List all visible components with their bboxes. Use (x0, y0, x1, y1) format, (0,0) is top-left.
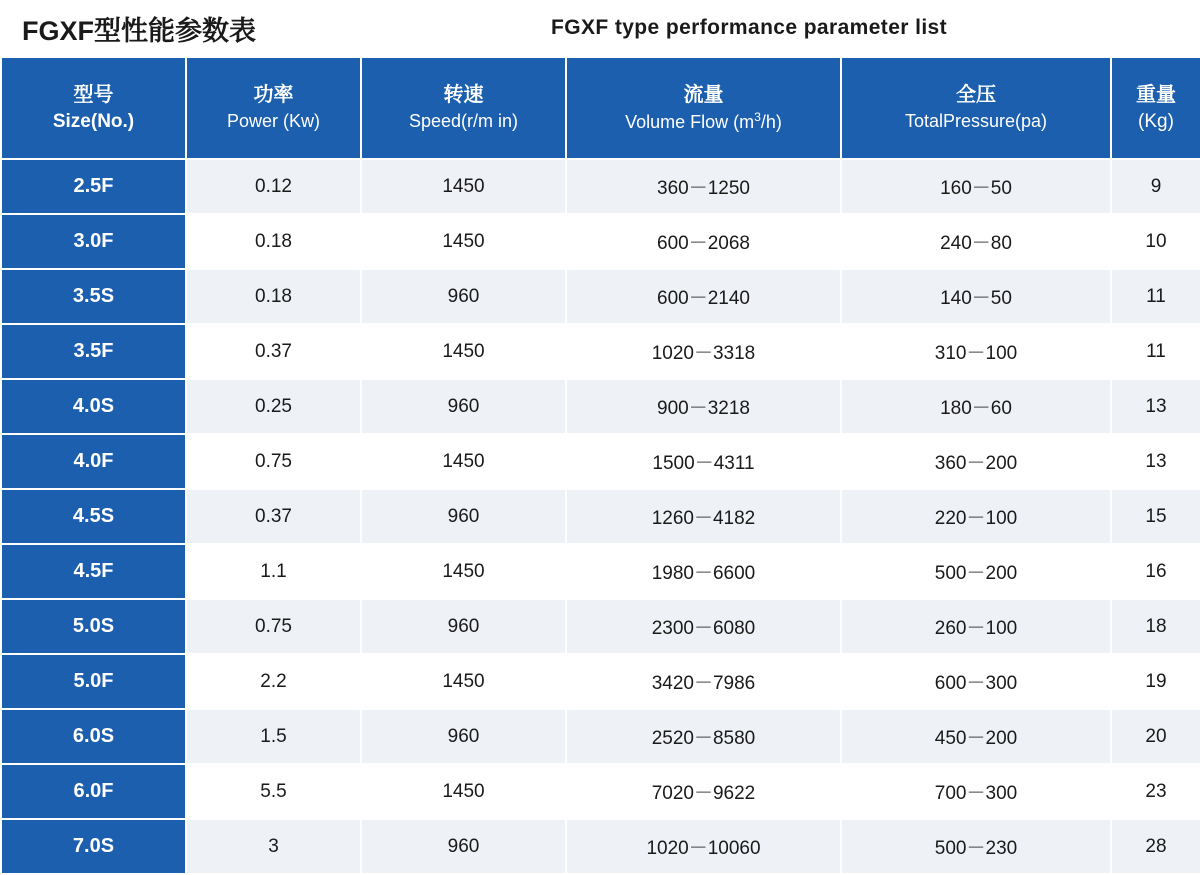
cell-model: 6.0S (1, 709, 186, 764)
cell-speed: 1450 (361, 214, 566, 269)
cell-volume-flow: 2520－8580 (566, 709, 841, 764)
column-header-size-en: Size(No.) (52, 110, 135, 132)
cell-model: 3.0F (1, 214, 186, 269)
cell-power: 1.5 (186, 709, 361, 764)
cell-weight: 16 (1111, 544, 1200, 599)
cell-power: 0.18 (186, 214, 361, 269)
cell-power: 0.37 (186, 489, 361, 544)
cell-total-pressure: 700－300 (841, 764, 1111, 819)
cell-speed: 1450 (361, 544, 566, 599)
cell-weight: 28 (1111, 819, 1200, 874)
table-row (1, 764, 1200, 819)
cell-model: 4.5S (1, 489, 186, 544)
cell-power: 0.75 (186, 434, 361, 489)
cell-model: 3.5S (1, 269, 186, 324)
table-row (1, 654, 1200, 709)
cell-model: 4.0S (1, 379, 186, 434)
cell-power: 1.1 (186, 544, 361, 599)
volume-flow-unit-exponent: 3 (754, 109, 761, 124)
table-row (1, 489, 1200, 544)
cell-volume-flow: 900－3218 (566, 379, 841, 434)
cell-volume-flow: 1500－4311 (566, 434, 841, 489)
table-row (1, 269, 1200, 324)
column-header-volume-flow-en (571, 109, 836, 134)
cell-total-pressure: 180－60 (841, 379, 1111, 434)
column-header-volume-flow (566, 57, 841, 159)
cell-total-pressure: 310－100 (841, 324, 1111, 379)
cell-speed: 1450 (361, 764, 566, 819)
column-header-size-cn: 型号 (73, 83, 114, 106)
cell-weight: 11 (1111, 324, 1200, 379)
cell-model: 7.0S (1, 819, 186, 874)
cell-volume-flow: 2300－6080 (566, 599, 841, 654)
cell-total-pressure: 160－50 (841, 159, 1111, 214)
column-header-total-pressure-en: TotalPressure(pa) (904, 111, 1048, 132)
cell-speed: 960 (361, 379, 566, 434)
cell-total-pressure: 260－100 (841, 599, 1111, 654)
cell-volume-flow: 7020－9622 (566, 764, 841, 819)
table-row (1, 709, 1200, 764)
cell-power: 5.5 (186, 764, 361, 819)
column-header-power-cn: 功率 (253, 84, 294, 107)
cell-volume-flow: 1020－10060 (566, 819, 841, 874)
cell-power: 0.37 (186, 324, 361, 379)
cell-weight: 13 (1111, 434, 1200, 489)
cell-total-pressure: 360－200 (841, 434, 1111, 489)
column-header-power-en: Power (Kw) (226, 111, 320, 132)
cell-volume-flow: 1980－6600 (566, 544, 841, 599)
cell-model: 5.0S (1, 599, 186, 654)
volume-flow-unit-pre: Volume Flow (m (625, 111, 755, 132)
cell-speed: 960 (361, 819, 566, 874)
cell-total-pressure: 500－200 (841, 544, 1111, 599)
cell-model: 2.5F (1, 159, 186, 214)
cell-total-pressure: 140－50 (841, 269, 1111, 324)
column-header-speed-cn: 转速 (443, 84, 484, 107)
table-row (1, 434, 1200, 489)
cell-model: 6.0F (1, 764, 186, 819)
performance-parameter-table (0, 56, 1200, 875)
cell-total-pressure: 220－100 (841, 489, 1111, 544)
cell-weight: 11 (1111, 269, 1200, 324)
cell-power: 2.2 (186, 654, 361, 709)
cell-volume-flow: 3420－7986 (566, 654, 841, 709)
column-header-total-pressure (841, 57, 1111, 159)
cell-volume-flow: 360－1250 (566, 159, 841, 214)
volume-flow-unit-post: /h) (760, 111, 782, 132)
column-header-size (1, 57, 186, 159)
cell-total-pressure: 450－200 (841, 709, 1111, 764)
table-row (1, 599, 1200, 654)
cell-weight: 23 (1111, 764, 1200, 819)
table-header (1, 57, 1200, 159)
cell-speed: 960 (361, 489, 566, 544)
cell-power: 0.25 (186, 379, 361, 434)
cell-weight: 15 (1111, 489, 1200, 544)
table-row (1, 819, 1200, 874)
cell-speed: 1450 (361, 159, 566, 214)
cell-speed: 1450 (361, 654, 566, 709)
column-header-speed-en: Speed(r/m in) (408, 111, 519, 132)
cell-model: 3.5F (1, 324, 186, 379)
table-body (1, 159, 1200, 874)
cell-speed: 1450 (361, 324, 566, 379)
cell-volume-flow: 1020－3318 (566, 324, 841, 379)
column-header-weight-en: (Kg) (1138, 110, 1174, 132)
cell-weight: 13 (1111, 379, 1200, 434)
column-header-weight (1111, 57, 1200, 159)
cell-total-pressure: 240－80 (841, 214, 1111, 269)
cell-volume-flow: 600－2140 (566, 269, 841, 324)
cell-volume-flow: 1260－4182 (566, 489, 841, 544)
cell-weight: 9 (1111, 159, 1200, 214)
cell-model: 5.0F (1, 654, 186, 709)
cell-model: 4.0F (1, 434, 186, 489)
column-header-speed (361, 57, 566, 159)
table-row (1, 379, 1200, 434)
cell-weight: 18 (1111, 599, 1200, 654)
column-header-weight-cn: 重量 (1136, 83, 1176, 106)
table-row (1, 214, 1200, 269)
column-header-volume-flow-cn: 流量 (683, 83, 724, 106)
table-row (1, 544, 1200, 599)
table-row (1, 324, 1200, 379)
cell-speed: 960 (361, 599, 566, 654)
title-bar (0, 0, 1200, 56)
cell-power: 3 (186, 819, 361, 874)
cell-power: 0.75 (186, 599, 361, 654)
cell-power: 0.18 (186, 269, 361, 324)
cell-speed: 1450 (361, 434, 566, 489)
cell-speed: 960 (361, 709, 566, 764)
column-header-power (186, 57, 361, 159)
header-row (1, 57, 1200, 159)
cell-speed: 960 (361, 269, 566, 324)
page-title-en: FGXF type performance parameter list (551, 16, 948, 39)
page-title-cn: FGXF型性能参数表 (22, 15, 256, 46)
cell-model: 4.5F (1, 544, 186, 599)
column-header-total-pressure-cn: 全压 (956, 84, 996, 107)
cell-power: 0.12 (186, 159, 361, 214)
cell-total-pressure: 600－300 (841, 654, 1111, 709)
cell-weight: 20 (1111, 709, 1200, 764)
cell-total-pressure: 500－230 (841, 819, 1111, 874)
table-row (1, 159, 1200, 214)
cell-volume-flow: 600－2068 (566, 214, 841, 269)
cell-weight: 19 (1111, 654, 1200, 709)
cell-weight: 10 (1111, 214, 1200, 269)
